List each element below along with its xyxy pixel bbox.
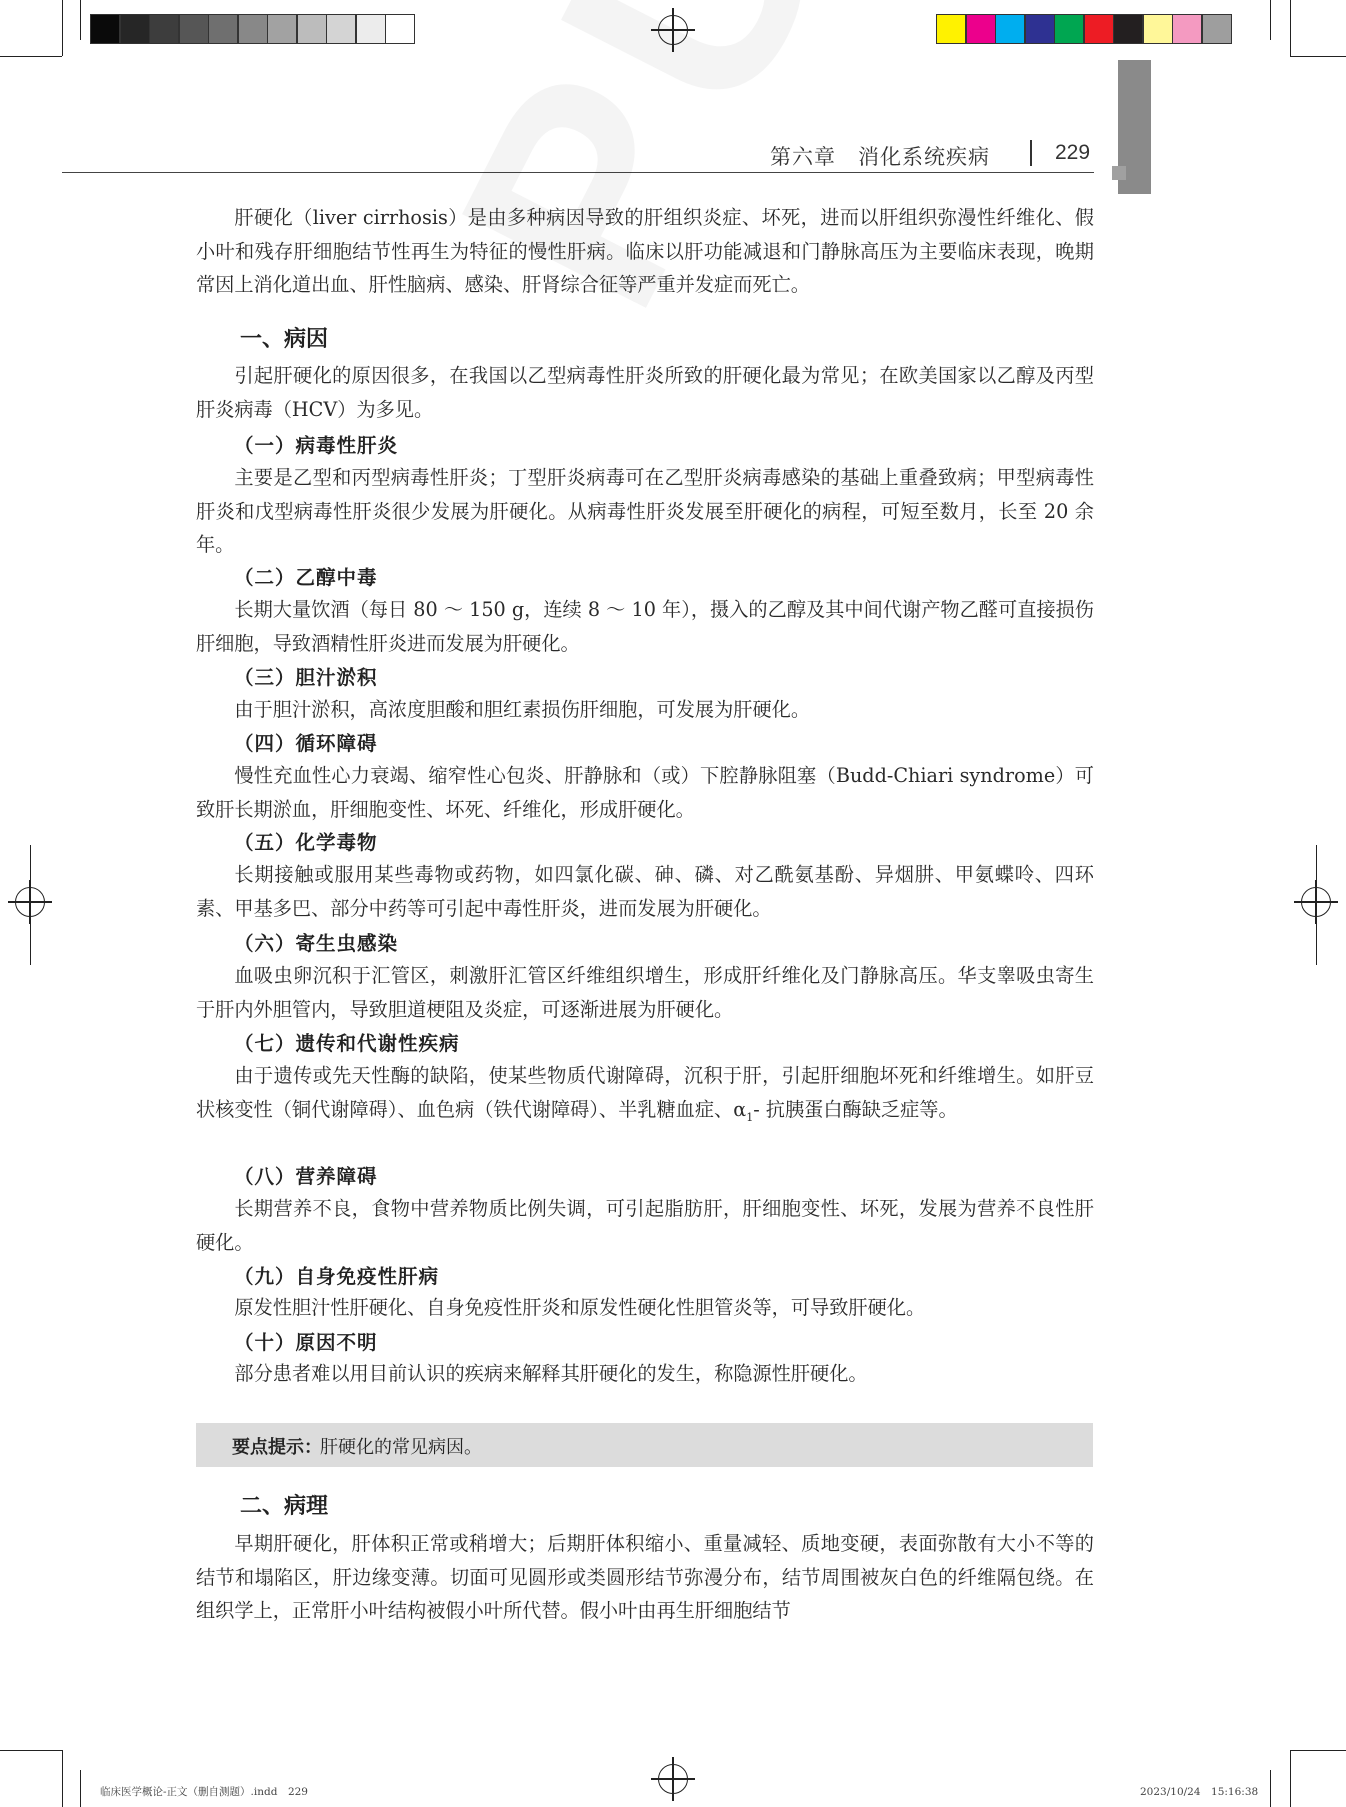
page-number: 229 (1055, 141, 1091, 164)
process-color-swatch (1202, 14, 1232, 44)
grayscale-swatch (90, 14, 120, 44)
crop-mark-tr-h (1290, 56, 1346, 57)
crop-mark-tl-h (0, 56, 62, 57)
grayscale-swatch (385, 14, 415, 44)
process-color-swatch (936, 14, 966, 44)
grayscale-swatch (267, 14, 297, 44)
section-2-text: 早期肝硬化，肝体积正常或稍增大；后期肝体积缩小、重量减轻、质地变硬，表面弥散有大小不等的结节和塌陷区，肝边缘变薄。切面可见圆形或类圆形结节弥漫分布，结节周围被灰白色的纤维隔包绕。在组织学上，正常肝小叶结构被假小叶所代替。假小叶由再生肝细胞结节 (196, 1532, 1094, 1622)
subsection-6-paragraph (196, 959, 1094, 1026)
registration-line-left (30, 845, 31, 965)
crop-mark-br-v (1290, 1750, 1291, 1807)
subsection-5-paragraph (196, 858, 1094, 925)
subheading-3: （三）胆汁淤积 (234, 666, 378, 689)
subsection-10-text: 部分患者难以用目前认识的疾病来解释其肝硬化的发生，称隐源性肝硬化。 (234, 1362, 868, 1385)
section-1-heading: 一、病因 (240, 326, 329, 352)
footer-file-slug: 临床医学概论-正文（删自测题）.indd 229 (100, 1786, 308, 1798)
registration-mark-bottom (651, 1757, 695, 1801)
subsection-7-paragraph (196, 1059, 1094, 1134)
subsection-1-text: 主要是乙型和丙型病毒性肝炎；丁型肝炎病毒可在乙型肝炎病毒感染的基础上重叠致病；甲型病毒性肝炎和戊型病毒性肝炎很少发展为肝硬化。从病毒性肝炎发展至肝硬化的病程，可短至数月，长至 20 余年。 (196, 466, 1094, 556)
intro-paragraph (196, 201, 1094, 302)
crop-mark-tr-v (1290, 0, 1291, 56)
process-color-swatch (966, 14, 996, 44)
subsection-7-text-a: 由于遗传或先天性酶的缺陷，使某些物质代谢障碍，沉积于肝，引起肝细胞坏死和纤维增生。如肝豆状核变性（铜代谢障碍）、血色病（铁代谢障碍）、半乳糖血症、α (196, 1064, 1094, 1121)
section-2-heading: 二、病理 (240, 1493, 329, 1519)
crop-mark-bl-v2 (80, 1770, 81, 1807)
subsection-2-text: 长期大量饮酒（每日 80 ～ 150 g，连续 8 ～ 10 年），摄入的乙醇及其中间代谢产物乙醛可直接损伤肝细胞，导致酒精性肝炎进而发展为肝硬化。 (196, 598, 1094, 655)
subsection-4-paragraph (196, 759, 1094, 826)
running-header-separator (1030, 140, 1032, 166)
grayscale-swatch (208, 14, 238, 44)
subheading-6: （六）寄生虫感染 (234, 932, 399, 955)
key-point-box (196, 1423, 1093, 1467)
process-color-swatch (1172, 14, 1202, 44)
subsection-9-text: 原发性胆汁性肝硬化、自身免疫性肝炎和原发性硬化性胆管炎等，可导致肝硬化。 (234, 1296, 926, 1319)
subsection-7-text (196, 1059, 1094, 1134)
process-color-swatch (1113, 14, 1143, 44)
key-point-label: 要点提示： (232, 1437, 322, 1458)
grayscale-swatch (149, 14, 179, 44)
crop-mark-tl-v2 (80, 0, 81, 40)
section-1-intro-text: 引起肝硬化的原因很多，在我国以乙型病毒性肝炎所致的肝硬化最为常见；在欧美国家以乙醇及丙型肝炎病毒（HCV）为多见。 (196, 364, 1094, 421)
subsection-5-text: 长期接触或服用某些毒物或药物，如四氯化碳、砷、磷、对乙酰氨基酚、异烟肼、甲氨蝶呤、四环素、甲基多巴、部分中药等可引起中毒性肝炎，进而发展为肝硬化。 (196, 863, 1094, 920)
subsection-3-paragraph (196, 693, 1094, 727)
subsection-2-paragraph (196, 593, 1094, 660)
alpha-subscript: 1 (746, 1110, 754, 1124)
crop-mark-tl-v (62, 0, 63, 56)
subsection-9-paragraph (196, 1291, 1094, 1325)
process-color-swatch (1025, 14, 1055, 44)
key-point-text: 肝硬化的常见病因。 (320, 1437, 482, 1458)
process-color-swatch (1054, 14, 1084, 44)
process-color-swatch (1143, 14, 1173, 44)
process-color-swatch (995, 14, 1025, 44)
subsection-8-paragraph (196, 1192, 1094, 1259)
subheading-8: （八）营养障碍 (234, 1165, 378, 1188)
crop-mark-br-v2 (1270, 1770, 1271, 1807)
subheading-1: （一）病毒性肝炎 (234, 434, 399, 457)
subheading-5: （五）化学毒物 (234, 831, 378, 854)
grayscale-swatch (297, 14, 327, 44)
subheading-4: （四）循环障碍 (234, 732, 378, 755)
subheading-10: （十）原因不明 (234, 1331, 378, 1354)
registration-line-right (1316, 845, 1317, 965)
subsection-3-text: 由于胆汁淤积，高浓度胆酸和胆红素损伤肝细胞，可发展为肝硬化。 (234, 698, 811, 721)
footer-timestamp: 2023/10/24 15:16:38 (1140, 1786, 1259, 1798)
chapter-thumb-tab-marker (1112, 166, 1126, 180)
grayscale-swatch (179, 14, 209, 44)
subheading-2: （二）乙醇中毒 (234, 566, 378, 589)
crop-mark-bl-h (0, 1750, 62, 1751)
subsection-4-text: 慢性充血性心力衰竭、缩窄性心包炎、肝静脉和（或）下腔静脉阻塞（Budd-Chiari syndrome）可致肝长期淤血，肝细胞变性、坏死、纤维化，形成肝硬化。 (196, 764, 1094, 821)
intro-text: 肝硬化（liver cirrhosis）是由多种病因导致的肝组织炎症、坏死，进而以肝组织弥漫性纤维化、假小叶和残存肝细胞结节性再生为特征的慢性肝病。临床以肝功能减退和门静脉高压为主要临床表现，晚期常因上消化道出血、肝性脑病、感染、肝肾综合征等严重并发症而死亡。 (196, 206, 1094, 296)
grayscale-swatch (326, 14, 356, 44)
watermark (390, 0, 1128, 357)
process-color-swatch (1084, 14, 1114, 44)
subheading-7: （七）遗传和代谢性疾病 (234, 1032, 460, 1055)
section-2-paragraph (196, 1527, 1094, 1628)
crop-mark-tr-v2 (1270, 0, 1271, 40)
crop-mark-bl-v (62, 1750, 63, 1807)
subsection-1-paragraph (196, 461, 1094, 562)
crop-mark-br-h (1290, 1750, 1346, 1751)
running-header-chapter: 第六章 消化系统疾病 (770, 145, 990, 169)
section-1-intro (196, 359, 1094, 426)
subsection-7-text-b: - 抗胰蛋白酶缺乏症等。 (753, 1097, 958, 1121)
grayscale-swatch (356, 14, 386, 44)
subsection-10-paragraph (196, 1357, 1094, 1391)
grayscale-swatch (238, 14, 268, 44)
subsection-6-text: 血吸虫卵沉积于汇管区，刺激肝汇管区纤维组织增生，形成肝纤维化及门静脉高压。华支睾吸虫寄生于肝内外胆管内，导致胆道梗阻及炎症，可逐渐进展为肝硬化。 (196, 964, 1094, 1021)
subheading-9: （九）自身免疫性肝病 (234, 1265, 440, 1288)
subsection-8-text: 长期营养不良，食物中营养物质比例失调，可引起脂肪肝，肝细胞变性、坏死，发展为营养不良性肝硬化。 (196, 1197, 1094, 1254)
grayscale-swatch (120, 14, 150, 44)
